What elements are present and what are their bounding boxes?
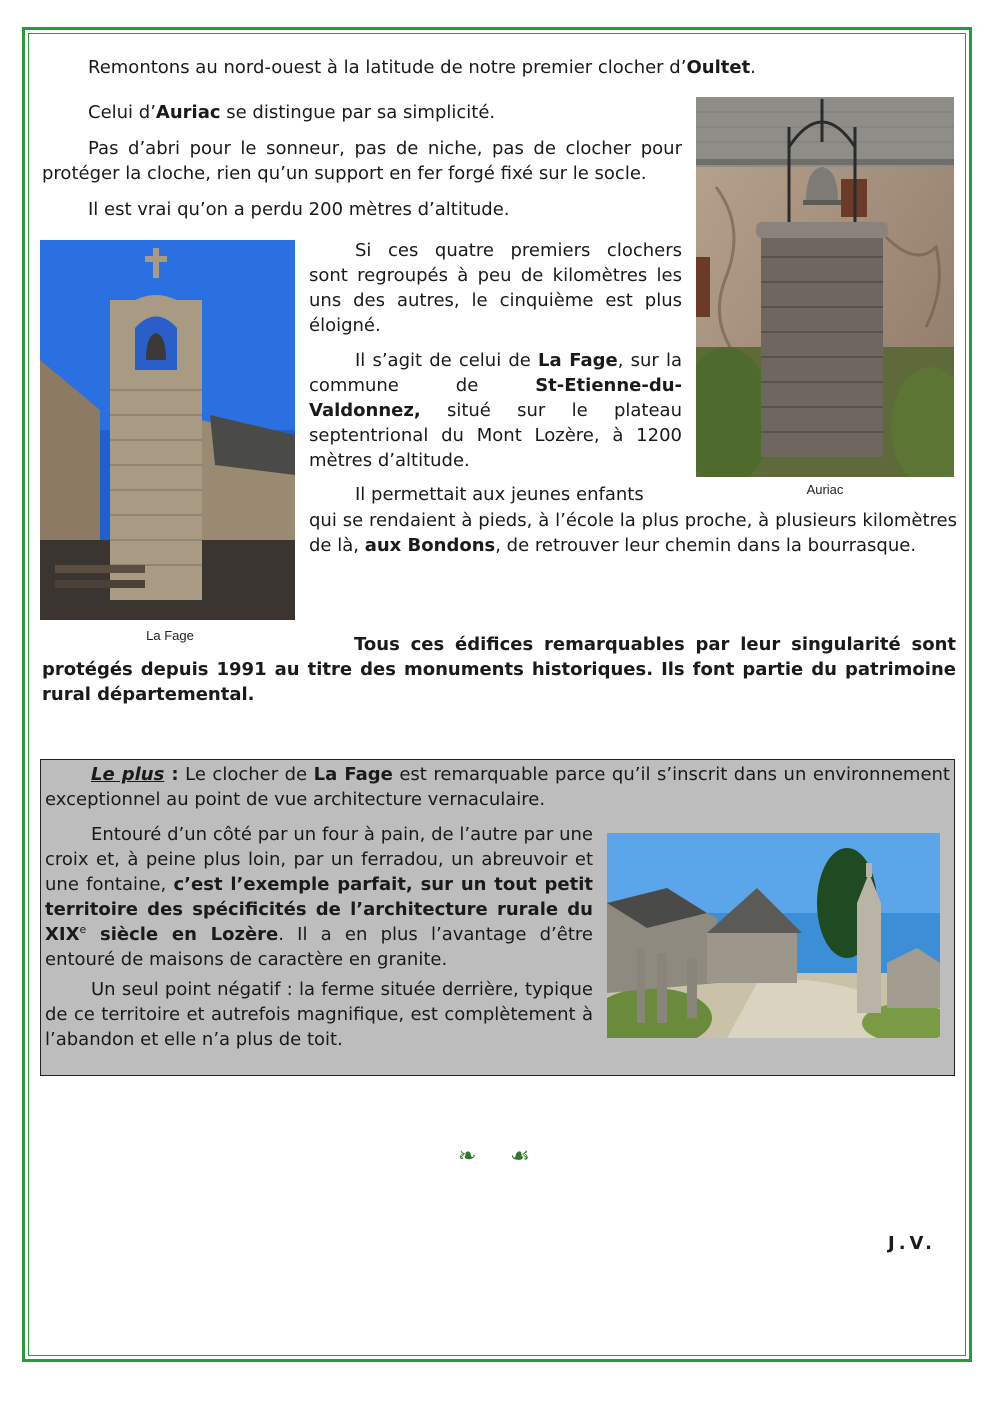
ornament-left: ❧	[458, 1144, 477, 1169]
caption-la-fage: La Fage	[146, 628, 194, 643]
paragraph-cinquieme: Si ces quatre premiers clochers sont regroupés à peu de kilomètres les uns des autres, le cinquième est plus éloigné.	[309, 240, 682, 336]
caption-auriac: Auriac	[806, 482, 844, 497]
signature: J.V.	[888, 1233, 936, 1254]
box-paragraph-3: Un seul point négatif : la ferme située derrière, typique de ce territoire et autrefois magnifique, est complètement à l’abandon et elle n’a plus de toit.	[45, 979, 593, 1050]
la-fage-photo	[40, 240, 295, 620]
auriac-photo	[696, 97, 954, 477]
le-plus-label: Le plus	[91, 764, 165, 785]
paragraph-monuments: Tous ces édifices remarquables par leur singularité sont protégés depuis 1991 au titre des monuments historiques. Ils font partie du patrimoine rural départemental.	[42, 634, 956, 705]
village-photo	[607, 833, 940, 1038]
ornament-right: ☙	[510, 1144, 530, 1169]
paragraph-la-fage: Il s’agit de celui de La Fage, sur la commune de St-Etienne-du-Valdonnez, situé sur le plateau septentrional du Mont Lozère, à 1200 mètres d’altitude.	[309, 350, 682, 471]
paragraph-altitude: Il est vrai qu’on a perdu 200 mètres d’altitude.	[88, 199, 510, 220]
box-paragraph-1: Le plus : Le clocher de La Fage est remarquable parce qu’il s’inscrit dans un environnement exceptionnel au point de vue architecture vernaculaire.	[45, 764, 950, 810]
paragraph-support: Pas d’abri pour le sonneur, pas de niche, pas de clocher pour protéger la cloche, rien qu’un support en fer forgé fixé sur le socle.	[42, 138, 682, 184]
paragraph-oultet: Remontons au nord-ouest à la latitude de notre premier clocher d’Oultet.	[88, 57, 756, 78]
paragraph-auriac: Celui d’Auriac se distingue par sa simplicité.	[88, 102, 496, 123]
paragraph-enfants-line1: Il permettait aux jeunes enfants	[355, 484, 644, 505]
paragraph-enfants: qui se rendaient à pieds, à l’école la plus proche, à plusieurs kilomètres de là, aux Bondons, de retrouver leur chemin dans la bourrasque.	[309, 510, 957, 556]
box-paragraph-2: Entouré d’un côté par un four à pain, de l’autre par une croix et, à peine plus loin, par un ferradou, un abreuvoir et une fontaine, c’est l’exemple parfait, sur un tout petit territoire des spécificités de l’architecture rurale du XIXe siècle en Lozère. Il a en plus l’avantage d’être entouré de maisons de caractère en granite.	[45, 824, 593, 970]
